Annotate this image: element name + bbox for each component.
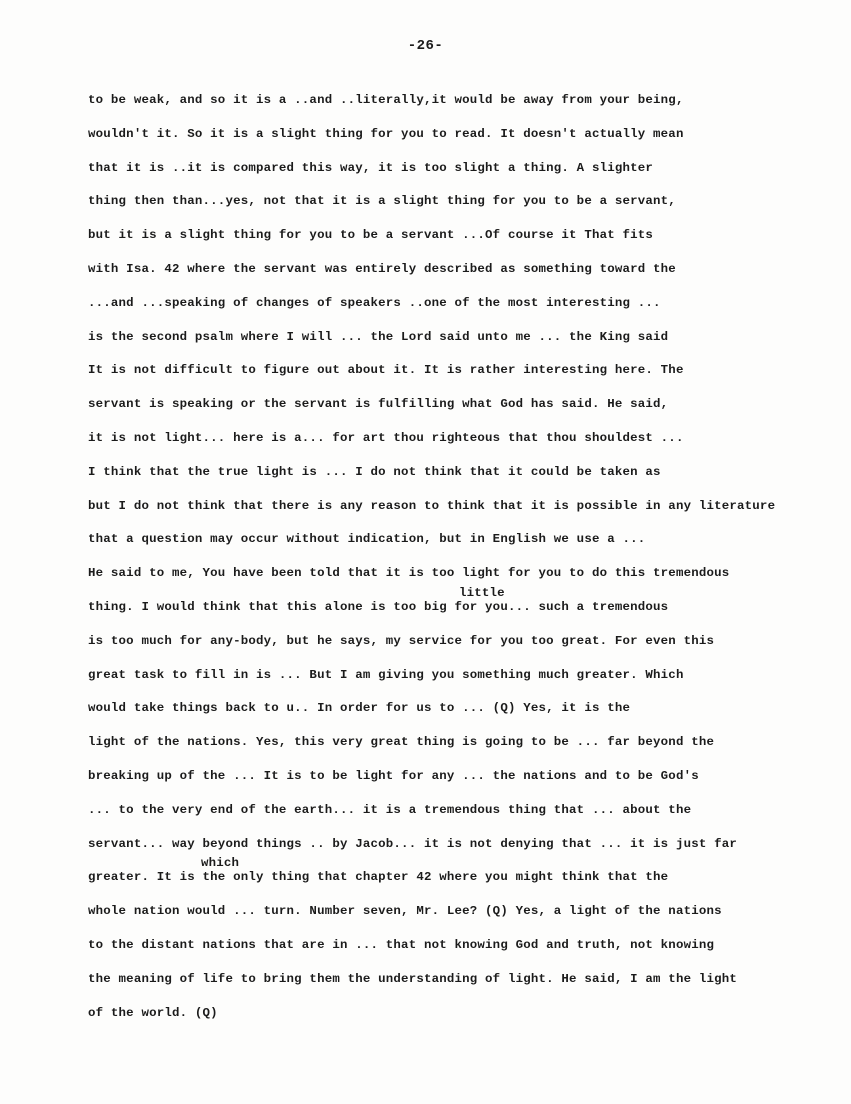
- text-line: [88, 633, 848, 667]
- line-text: breaking up of the ... It is to be light for any ... the nations and to be God's: [88, 768, 699, 783]
- line-text: of the world. (Q): [88, 1005, 218, 1020]
- line-text: greater. It is the only thing that chapter 42 where you might think that the: [88, 870, 669, 885]
- transcript-body: [88, 92, 848, 1038]
- text-line: [88, 464, 848, 498]
- text-line: [88, 700, 848, 734]
- handwritten-insertion-which: which: [201, 856, 240, 871]
- text-line: [88, 802, 848, 836]
- text-line: [88, 531, 848, 565]
- text-line: [88, 261, 848, 295]
- line-text: but it is a slight thing for you to be a servant ...Of course it That fits: [88, 228, 654, 243]
- text-line: [88, 667, 848, 701]
- line-text: with Isa. 42 where the servant was entirely described as something toward the: [88, 261, 676, 276]
- line-text: would take things back to u.. In order for us to ... (Q) Yes, it is the: [88, 701, 631, 716]
- line-text: thing. I would think that this alone is too big for you... such a tremendous: [88, 599, 669, 614]
- text-line: [88, 396, 848, 430]
- text-line: [88, 498, 848, 532]
- line-text: ...and ...speaking of changes of speakers ..one of the most interesting ...: [88, 295, 661, 310]
- text-line: [88, 430, 848, 464]
- text-line: [88, 856, 848, 903]
- line-text: the meaning of life to bring them the understanding of light. He said, I am the light: [88, 971, 738, 986]
- line-text: servant... way beyond things .. by Jacob... it is not denying that ... it is just far: [88, 836, 738, 851]
- line-text: servant is speaking or the servant is fulfilling what God has said. He said,: [88, 397, 669, 412]
- line-text: It is not difficult to figure out about it. It is rather interesting here. The: [88, 363, 684, 378]
- line-text: is the second psalm where I will ... the Lord said unto me ... the King said: [88, 329, 669, 344]
- text-line: [88, 227, 848, 261]
- text-line: [88, 193, 848, 227]
- text-line: [88, 937, 848, 971]
- line-text: whole nation would ... turn. Number seven, Mr. Lee? (Q) Yes, a light of the nations: [88, 904, 722, 919]
- text-line: [88, 92, 848, 126]
- line-text: I think that the true light is ... I do not think that it could be taken as: [88, 464, 661, 479]
- text-line: [88, 329, 848, 363]
- line-text: that a question may occur without indication, but in English we use a ...: [88, 532, 646, 547]
- text-line: [88, 1005, 848, 1039]
- text-line: [88, 126, 848, 160]
- line-text: it is not light... here is a... for art thou righteous that thou shouldest ...: [88, 430, 684, 445]
- text-line: [88, 903, 848, 937]
- line-text: but I do not think that there is any reason to think that it is possible in any literature: [88, 498, 776, 513]
- line-text: He said to me, You have been told that it is too light for you to do this tremendous: [88, 566, 730, 581]
- line-text: great task to fill in is ... But I am giving you something much greater. Which: [88, 667, 684, 682]
- line-text: is too much for any-body, but he says, my service for you too great. For even this: [88, 633, 715, 648]
- text-line: [88, 734, 848, 768]
- handwritten-insertion-little: little: [459, 585, 505, 600]
- page-number: -26-: [407, 38, 444, 54]
- text-line: [88, 585, 848, 633]
- line-text: ... to the very end of the earth... it is a tremendous thing that ... about the: [88, 802, 692, 817]
- text-line: [88, 160, 848, 194]
- line-text: to the distant nations that are in ... that not knowing God and truth, not knowing: [88, 937, 715, 952]
- line-text: light of the nations. Yes, this very great thing is going to be ... far beyond the: [88, 735, 715, 750]
- line-text: thing then than...yes, not that it is a slight thing for you to be a servant,: [88, 194, 676, 209]
- text-line: [88, 768, 848, 802]
- text-line: [88, 362, 848, 396]
- line-text: to be weak, and so it is a ..and ..literally,it would be away from your being,: [88, 93, 684, 107]
- text-line: [88, 971, 848, 1005]
- line-text: wouldn't it. So it is a slight thing for you to read. It doesn't actually mean: [88, 126, 684, 141]
- text-line: [88, 295, 848, 329]
- line-text: that it is ..it is compared this way, it is too slight a thing. A slighter: [88, 160, 654, 175]
